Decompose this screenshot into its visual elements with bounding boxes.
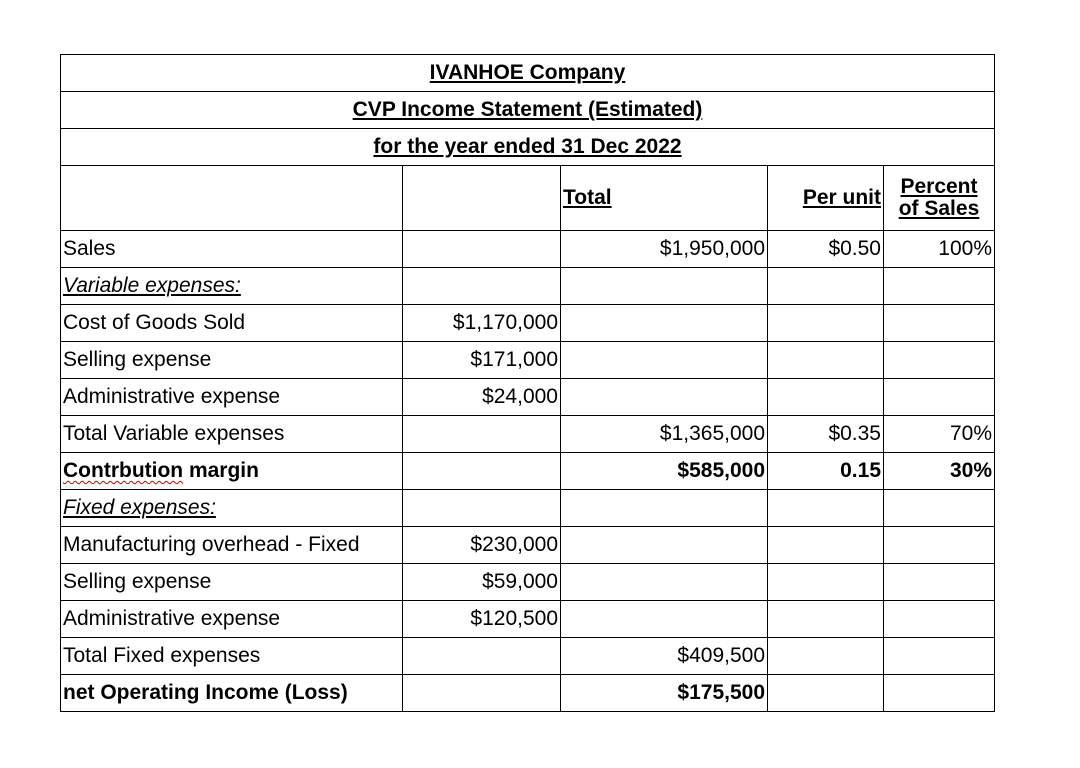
header-per-unit: Per unit: [802, 185, 881, 209]
total-cell[interactable]: $175,500: [561, 675, 768, 712]
table-row-total-variable-expenses: [61, 416, 995, 453]
table-row-net-operating-income: [61, 675, 995, 712]
statement-name: CVP Income Statement (Estimated): [352, 97, 703, 121]
per-unit-cell[interactable]: [768, 342, 884, 379]
per-unit-cell[interactable]: [768, 601, 884, 638]
header-detail-cell[interactable]: [403, 166, 561, 231]
total-cell[interactable]: [561, 490, 768, 527]
table-row-variable-selling-expense: [61, 342, 995, 379]
detail-cell[interactable]: $230,000: [403, 527, 561, 564]
percent-cell[interactable]: [884, 305, 995, 342]
percent-cell[interactable]: 100%: [884, 231, 995, 268]
row-label-cell[interactable]: [61, 601, 403, 638]
section-heading-variable: Variable expenses:: [63, 273, 241, 297]
row-label-cell[interactable]: [61, 527, 403, 564]
table-row-fixed-selling-expense: [61, 564, 995, 601]
company-name-cell[interactable]: [61, 55, 995, 92]
total-cell[interactable]: [561, 564, 768, 601]
row-label-cell[interactable]: [61, 638, 403, 675]
table-row-fixed-expenses-heading: [61, 490, 995, 527]
row-label-cell[interactable]: [61, 490, 403, 527]
statement-period: for the year ended 31 Dec 2022: [373, 134, 682, 158]
company-name: IVANHOE Company: [429, 60, 626, 84]
row-label: net Operating Income (Loss): [63, 680, 348, 704]
percent-cell[interactable]: [884, 490, 995, 527]
row-label-cell[interactable]: [61, 453, 403, 490]
header-percent-cell[interactable]: [884, 166, 995, 231]
total-cell[interactable]: $1,365,000: [561, 416, 768, 453]
percent-cell[interactable]: [884, 527, 995, 564]
statement-name-cell[interactable]: [61, 92, 995, 129]
title-row-statement: [61, 92, 995, 129]
total-cell[interactable]: [561, 379, 768, 416]
header-total-cell[interactable]: [561, 166, 768, 231]
detail-cell[interactable]: $1,170,000: [403, 305, 561, 342]
row-label-cell[interactable]: [61, 564, 403, 601]
row-label: Sales: [63, 236, 116, 260]
row-label-cell[interactable]: [61, 416, 403, 453]
row-label: Selling expense: [63, 569, 212, 593]
table-row-fixed-administrative-expense: [61, 601, 995, 638]
total-cell[interactable]: [561, 527, 768, 564]
detail-cell[interactable]: $24,000: [403, 379, 561, 416]
table-row-total-fixed-expenses: [61, 638, 995, 675]
row-label: Administrative expense: [63, 606, 281, 630]
percent-cell[interactable]: [884, 675, 995, 712]
detail-cell[interactable]: $120,500: [403, 601, 561, 638]
per-unit-cell[interactable]: [768, 527, 884, 564]
detail-cell[interactable]: [403, 231, 561, 268]
total-cell[interactable]: $409,500: [561, 638, 768, 675]
percent-cell[interactable]: [884, 379, 995, 416]
header-label-cell[interactable]: [61, 166, 403, 231]
row-label-cell[interactable]: [61, 305, 403, 342]
title-row-period: [61, 129, 995, 166]
row-label-cell[interactable]: [61, 342, 403, 379]
per-unit-cell[interactable]: [768, 379, 884, 416]
row-label: Manufacturing overhead - Fixed: [63, 532, 360, 556]
detail-cell[interactable]: [403, 416, 561, 453]
per-unit-cell[interactable]: [768, 564, 884, 601]
total-cell[interactable]: $585,000: [561, 453, 768, 490]
percent-cell[interactable]: [884, 638, 995, 675]
detail-cell[interactable]: $59,000: [403, 564, 561, 601]
header-total: Total: [563, 185, 612, 209]
row-label-rest: margin: [183, 458, 259, 482]
cvp-income-statement-table: [60, 54, 995, 712]
header-percent-line1: Percent: [900, 174, 978, 198]
detail-cell[interactable]: [403, 490, 561, 527]
section-heading-fixed: Fixed expenses:: [63, 495, 216, 519]
title-row-company: [61, 55, 995, 92]
detail-cell[interactable]: [403, 638, 561, 675]
per-unit-cell[interactable]: $0.35: [768, 416, 884, 453]
misspelled-word: Contrbution: [63, 458, 184, 482]
per-unit-cell[interactable]: [768, 268, 884, 305]
row-label: Administrative expense: [63, 384, 281, 408]
row-label-cell[interactable]: [61, 231, 403, 268]
percent-cell[interactable]: 30%: [884, 453, 995, 490]
table-row-variable-administrative-expense: [61, 379, 995, 416]
table-row-cost-of-goods-sold: [61, 305, 995, 342]
percent-cell[interactable]: [884, 601, 995, 638]
per-unit-cell[interactable]: [768, 490, 884, 527]
total-cell[interactable]: [561, 268, 768, 305]
total-cell[interactable]: [561, 342, 768, 379]
total-cell[interactable]: $1,950,000: [561, 231, 768, 268]
percent-cell[interactable]: [884, 342, 995, 379]
total-cell[interactable]: [561, 305, 768, 342]
row-label-cell[interactable]: [61, 675, 403, 712]
per-unit-cell[interactable]: [768, 638, 884, 675]
total-cell[interactable]: [561, 601, 768, 638]
detail-cell[interactable]: [403, 675, 561, 712]
row-label: Cost of Goods Sold: [63, 310, 246, 334]
header-percent-line2: of Sales: [898, 197, 980, 220]
table-row-variable-expenses-heading: [61, 268, 995, 305]
table-row-contribution-margin: [61, 453, 995, 490]
detail-cell[interactable]: $171,000: [403, 342, 561, 379]
detail-cell[interactable]: [403, 453, 561, 490]
row-label: Total Fixed expenses: [63, 643, 261, 667]
row-label-cell[interactable]: [61, 268, 403, 305]
percent-cell[interactable]: [884, 564, 995, 601]
column-header-row: [61, 166, 995, 231]
table-row-manufacturing-overhead: [61, 527, 995, 564]
percent-cell[interactable]: [884, 268, 995, 305]
row-label: Total Variable expenses: [63, 421, 285, 445]
row-label: Selling expense: [63, 347, 212, 371]
percent-cell[interactable]: 70%: [884, 416, 995, 453]
header-per-unit-cell[interactable]: [768, 166, 884, 231]
row-label-cell[interactable]: [61, 379, 403, 416]
per-unit-cell[interactable]: 0.15: [768, 453, 884, 490]
per-unit-cell[interactable]: [768, 305, 884, 342]
detail-cell[interactable]: [403, 268, 561, 305]
table-row-sales: [61, 231, 995, 268]
per-unit-cell[interactable]: [768, 675, 884, 712]
per-unit-cell[interactable]: $0.50: [768, 231, 884, 268]
period-cell[interactable]: [61, 129, 995, 166]
